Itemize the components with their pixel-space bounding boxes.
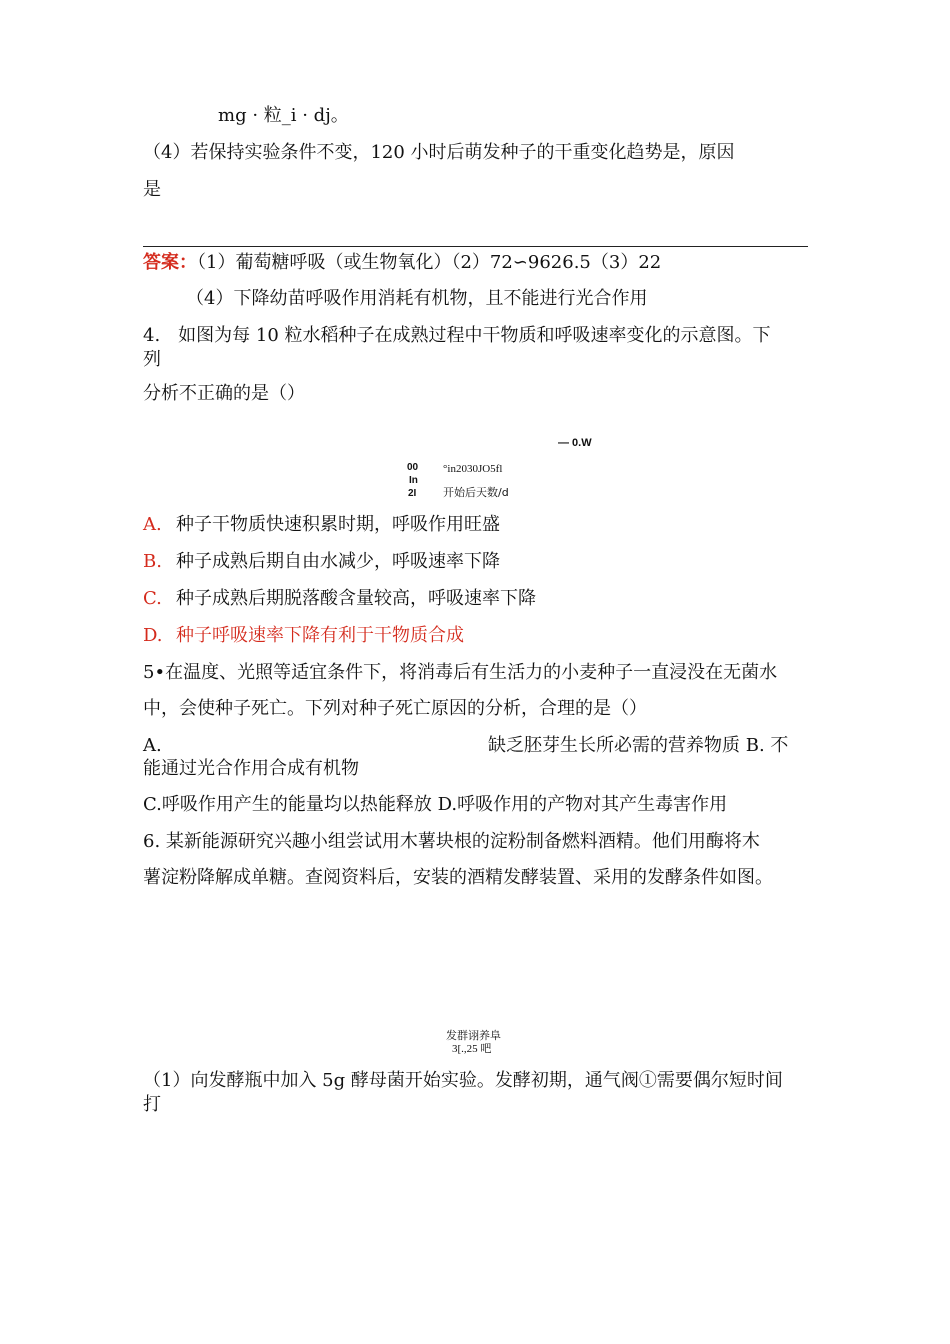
q5-option-a-text: 缺乏胚芽生长所必需的营养物质 B. 不 [488,735,789,756]
option-letter: D. [143,625,163,646]
figure-axis-ticks: °in2030JO5fl [443,463,503,475]
q4-stem-line2: 列 [143,349,161,370]
figure-xlabel: 开始后天数/d [443,486,509,499]
unit-line: mg · 粒_i · dj。 [218,105,349,126]
figure-ylabel-bot: 2I [408,488,417,499]
figure-caption-1: 发群诩养阜 [446,1029,501,1042]
figure-legend: — 0.W [558,437,592,449]
q6-stem-line2: 薯淀粉降解成单糖。查阅资料后，安装的酒精发酵装置、采用的发酵条件如图。 [143,867,773,888]
option-letter: C. [143,588,162,609]
q3-part4-line1: （4）若保持实验条件不变，120 小时后萌发种子的干重变化趋势是，原因 [143,142,735,163]
option-text: 种子干物质快速积累时期，呼吸作用旺盛 [176,514,500,535]
q6-part1-line2: 打 [143,1094,161,1115]
q4-option-d [143,624,464,648]
q4-stem-line1: 4. 如图为每 10 粒水稻种子在成熟过程中干物质和呼吸速率变化的示意图。下 [143,325,771,346]
figure-caption-2: 3[.,25 吧 [452,1043,492,1055]
q4-option-a [143,513,500,537]
answer-blank-line [143,246,808,247]
option-letter: B. [143,551,162,572]
answer-text: （1）葡萄糖呼吸（或生物氧化）（2）72∽9626.5（3）22 [197,252,662,273]
option-text: 种子呼吸速率下降有利于干物质合成 [176,625,464,646]
q4-option-b [143,550,500,574]
option-text: 种子成熟后期自由水减少，呼吸速率下降 [176,551,500,572]
q5-stem-line2: 中，会使种子死亡。下列对种子死亡原因的分析，合理的是（） [143,698,647,719]
answer-line2: （4）下降幼苗呼吸作用消耗有机物，且不能进行光合作用 [186,288,648,309]
q4-option-c [143,587,536,611]
option-text: 种子成熟后期脱落酸含量较高，呼吸速率下降 [176,588,536,609]
q5-stem-line1: 5•在温度、光照等适宜条件下，将消毒后有生活力的小麦种子一直浸没在无菌水 [143,662,778,683]
figure-ylabel-top: 00 [407,462,419,473]
option-letter: A. [143,514,162,535]
q4-stem-line3: 分析不正确的是（） [143,383,305,404]
q5-option-cd: C.呼吸作用产生的能量均以热能释放 D.呼吸作用的产物对其产生毒害作用 [143,794,728,815]
q5-option-b: 能通过光合作用合成有机物 [143,758,359,779]
answer-label: 答案： [143,252,197,273]
answer-line [143,251,661,275]
q5-option-a-letter: A. [143,735,162,756]
figure-ylabel-mid: In [409,475,418,486]
q6-part1-line1: （1）向发酵瓶中加入 5g 酵母菌开始实验。发酵初期，通气阀①需要偶尔短时间 [143,1070,783,1091]
q6-stem-line1: 6. 某新能源研究兴趣小组尝试用木薯块根的淀粉制备燃料酒精。他们用酶将木 [143,831,760,852]
q3-part4-line2: 是 [143,179,161,200]
